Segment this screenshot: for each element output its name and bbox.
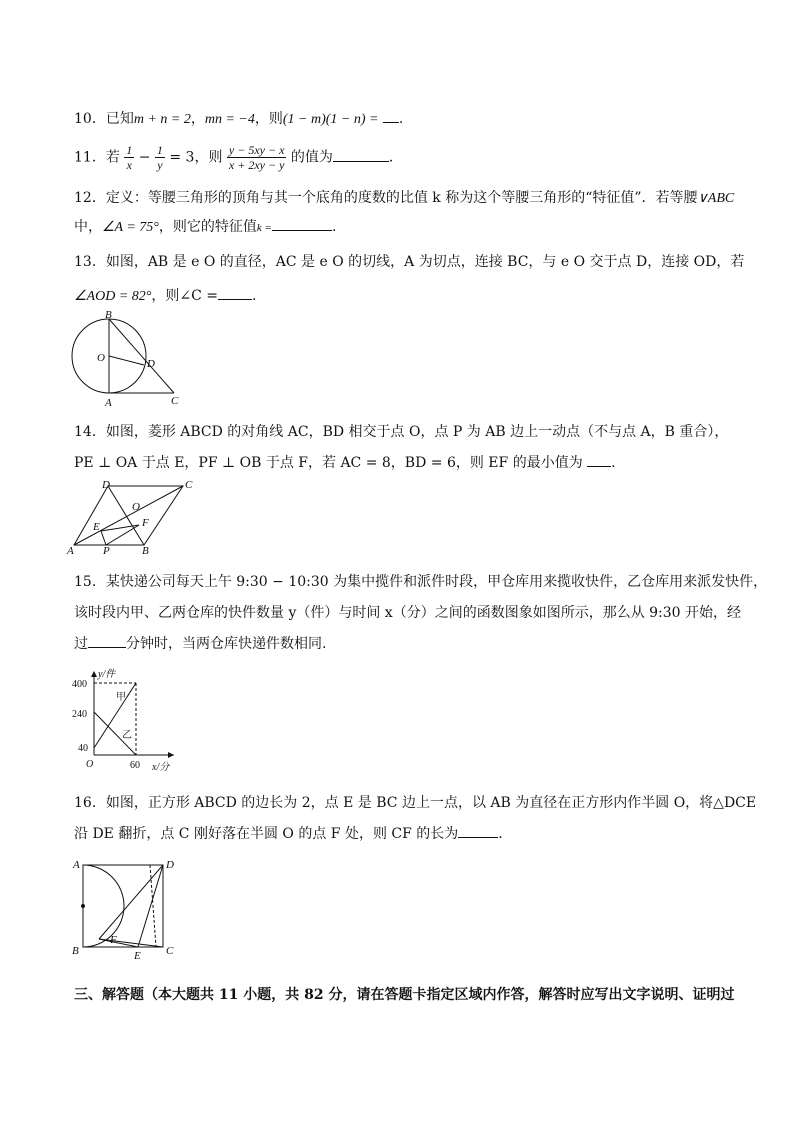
fig15-x-arrow xyxy=(168,752,174,758)
q10-sep: ， xyxy=(190,111,205,127)
fig14-label-o: O xyxy=(132,501,140,513)
fig15-tick-400: 400 xyxy=(72,679,87,690)
fig16-label-d: D xyxy=(166,859,174,871)
fig16-line-df xyxy=(99,865,163,939)
q16-answer-blank xyxy=(458,823,498,838)
fig14-label-e: E xyxy=(93,521,100,533)
q10-answer-blank xyxy=(383,108,399,123)
question-14-line1 xyxy=(74,421,728,441)
question-12-line1 xyxy=(74,187,734,207)
fig13-label-a: A xyxy=(105,397,112,408)
fig15-y-arrow xyxy=(91,671,97,677)
q12-k: k = xyxy=(256,222,272,234)
question-13-line1 xyxy=(74,251,744,271)
question-15-line1 xyxy=(74,571,767,591)
fig14-label-b: B xyxy=(142,545,149,556)
q15-line2-text: 该时段内甲、乙两仓库的快件数量 y（件）与时间 x（分）之间的函数图象如图所示，那么从 9:30 开始，经 xyxy=(74,605,742,621)
fig16-label-f: F xyxy=(110,934,117,946)
q13-line1-text: 13．如图，AB 是 e O 的直径，AC 是 e O 的切线，A 为切点，连接 BC，与 e O 交于点 D，连接 OD，若 xyxy=(74,254,745,270)
q12-triangle: ∨ABC xyxy=(697,191,735,206)
question-11 xyxy=(74,143,393,172)
fig15-tick-60: 60 xyxy=(130,760,140,771)
fig16-label-a: A xyxy=(73,859,80,871)
q16-end: . xyxy=(498,826,503,842)
q14-answer-blank xyxy=(587,452,611,467)
fig14-label-p: P xyxy=(103,545,110,556)
question-14-line2 xyxy=(74,452,616,472)
fig16-label-b: B xyxy=(72,945,79,957)
fig16-center-o xyxy=(81,904,85,908)
q11-frac2 xyxy=(155,143,165,172)
q15-line3-b: 分钟时，当两仓库快递件数相同. xyxy=(126,636,327,652)
fig14-diagonal-bd xyxy=(108,486,144,545)
fig15-label-jia: 甲 xyxy=(116,692,126,703)
q11-frac2-den: y xyxy=(157,158,163,172)
q11-suffix: 的值为 xyxy=(290,149,333,166)
fig13-label-d: D xyxy=(147,358,155,370)
fig14-label-d: D xyxy=(102,479,110,491)
q13-answer-blank xyxy=(218,285,252,300)
fig16-semicircle xyxy=(83,865,124,947)
q15-line3-a: 过 xyxy=(74,636,88,652)
q10-cond2: mn = −4 xyxy=(204,112,255,127)
fig13-label-c: C xyxy=(171,395,179,407)
figure-16-square xyxy=(66,855,186,963)
question-12-line2 xyxy=(74,216,336,236)
q10-mid: ，则 xyxy=(254,111,283,127)
q13-end: . xyxy=(252,288,257,304)
q16-line2-a: 沿 DE 翻折，点 C 刚好落在半圆 O 的点 F 处，则 CF 的长为 xyxy=(74,826,459,842)
q14-line2-text: PE ⊥ OA 于点 E，PF ⊥ OB 于点 F，若 AC = 8，BD = 6，则 EF 的最小值为 xyxy=(74,455,583,471)
q11-frac2-num: 1 xyxy=(156,143,163,157)
q11-frac1 xyxy=(124,143,134,172)
fig15-ylabel: y/件 xyxy=(98,669,116,680)
question-13-line2 xyxy=(74,285,256,305)
fig15-origin: O xyxy=(86,759,94,770)
fig16-label-c: C xyxy=(166,945,174,957)
fig13-label-b: B xyxy=(105,309,112,321)
fig14-label-c: C xyxy=(185,479,193,491)
question-16-line1 xyxy=(74,792,756,812)
q13-line2-b: ，则∠C = xyxy=(151,288,218,304)
q12-line2-b: ，则它的特征值 xyxy=(158,219,257,235)
q13-angle: ∠AOD = 82° xyxy=(74,289,152,304)
figure-13-circle xyxy=(66,308,186,408)
q14-end: . xyxy=(611,455,616,471)
figure-14-rhombus xyxy=(66,478,196,556)
q14-line1-text: 14．如图，菱形 ABCD 的对角线 AC，BD 相交于点 O，点 P 为 AB 边上一动点（不与点 A，B 重合）， xyxy=(74,424,729,440)
fig14-diagonal-ac xyxy=(74,486,183,545)
question-10 xyxy=(74,108,403,128)
question-15-line3 xyxy=(74,633,326,653)
q11-answer-blank xyxy=(333,147,389,162)
q11-end: . xyxy=(388,149,394,166)
q11-frac1-num: 1 xyxy=(126,143,133,157)
q10-end: . xyxy=(398,111,404,127)
q11-prefix: 11．若 xyxy=(74,149,120,166)
q11-minus: − xyxy=(138,149,151,166)
q10-expr: (1 − m)(1 − n) = xyxy=(282,112,379,127)
fig14-label-f: F xyxy=(142,517,149,529)
q11-eq: = 3，则 xyxy=(169,149,223,166)
fig13-line-od xyxy=(109,356,144,365)
fig14-line-pe xyxy=(101,531,106,545)
q11-frac3-den: x + 2xy − y xyxy=(228,158,285,172)
section-3-text: 三、解答题（本大题共 11 小题，共 82 分，请在答题卡指定区域内作答，解答时应写出文字说明、证明过 xyxy=(74,987,735,1003)
q11-frac1-den: x xyxy=(126,158,132,172)
q12-angle: ∠A = 75° xyxy=(102,220,159,235)
q12-line1-text: 12．定义：等腰三角形的顶角与其一个底角的度数的比值 k 称为这个等腰三角形的“特征值”．若等腰 xyxy=(74,190,698,206)
q11-frac3-num: y − 5xy − x xyxy=(228,143,285,157)
fig14-label-a: A xyxy=(67,545,74,556)
question-16-line2 xyxy=(74,823,503,843)
fig15-tick-40: 40 xyxy=(78,743,88,754)
q12-end: . xyxy=(331,219,337,235)
fig16-label-e: E xyxy=(134,950,141,962)
fig15-xlabel: x/分 xyxy=(152,762,170,773)
q10-cond1: m + n = 2 xyxy=(133,112,191,127)
question-15-line2 xyxy=(74,602,741,622)
q15-answer-blank xyxy=(88,633,126,648)
fig15-label-yi: 乙 xyxy=(122,730,132,741)
q16-line1-text: 16．如图，正方形 ABCD 的边长为 2，点 E 是 BC 边上一点，以 AB 为直径在正方形内作半圆 O，将△DCE xyxy=(74,795,757,811)
figure-15-graph xyxy=(64,667,184,777)
q10-prefix: 10．已知 xyxy=(74,111,134,127)
fig15-tick-240: 240 xyxy=(72,709,87,720)
q12-line2-a: 中， xyxy=(74,219,102,235)
fig13-line-bc xyxy=(109,319,174,393)
q15-line1-text: 15．某快递公司每天上午 9:30 − 10:30 为集中揽件和派件时段，甲仓库用来揽收快件，乙仓库用来派发快件， xyxy=(74,574,768,590)
q12-answer-blank xyxy=(272,216,332,231)
q11-frac3 xyxy=(227,143,287,172)
fig13-label-o: O xyxy=(97,352,105,364)
section-3-heading xyxy=(74,984,734,1004)
